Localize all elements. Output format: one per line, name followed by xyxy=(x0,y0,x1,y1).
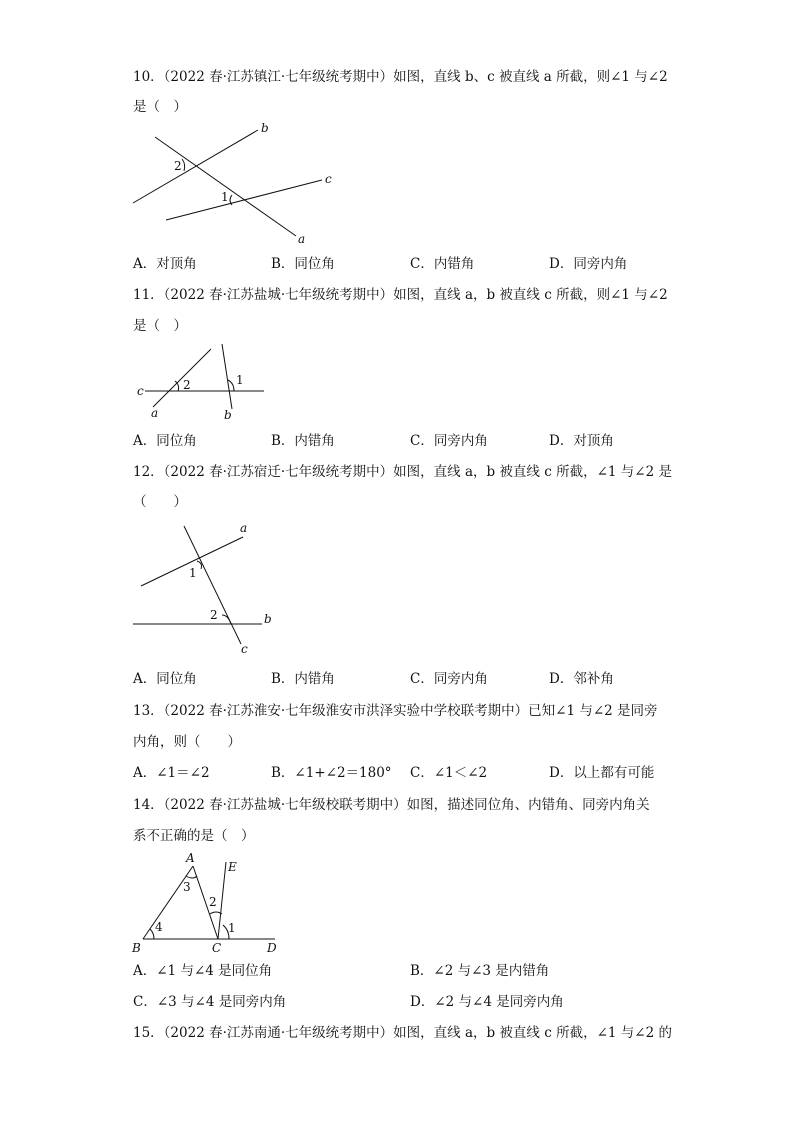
q14-option-d[interactable]: D．∠2 与∠4 是同旁内角 xyxy=(410,994,564,1010)
q12-option-d[interactable]: D．邻补角 xyxy=(549,671,614,687)
q10-label-2: 2 xyxy=(174,159,182,173)
q14-arc-4 xyxy=(150,929,154,939)
q14-label-2: 2 xyxy=(209,895,217,909)
q10-label-b: b xyxy=(261,121,269,135)
q11-option-b[interactable]: B．内错角 xyxy=(271,433,335,449)
q14-stem-line1: 14．（2022 春·江苏盐城·七年级校联考期中）如图，描述同位角、内错角、同旁内角关 xyxy=(133,797,650,813)
q12-label-a: a xyxy=(240,521,248,535)
q11-option-c[interactable]: C．同旁内角 xyxy=(410,433,488,449)
q13-stem-line1: 13．（2022 春·江苏淮安·七年级淮安市洪泽实验中学校联考期中）已知∠1 与∠2 是同旁 xyxy=(133,703,658,719)
q12-stem-line1: 12．（2022 春·江苏宿迁·七年级统考期中）如图，直线 a，b 被直线 c 所截，∠1 与∠2 是 xyxy=(133,464,672,480)
q14-label-A: A xyxy=(186,851,195,865)
q12-label-c: c xyxy=(241,642,248,656)
q12-option-a[interactable]: A．同位角 xyxy=(133,671,197,687)
q14-label-4: 4 xyxy=(155,920,163,934)
q14-segment-ab xyxy=(143,866,193,939)
q11-label-1: 1 xyxy=(236,373,244,387)
q10-stem-line1: 10．（2022 春·江苏镇江·七年级统考期中）如图，直线 b、c 被直线 a 所截，则∠1 与∠2 xyxy=(133,69,668,85)
q10-label-1: 1 xyxy=(221,190,229,204)
q14-label-D: D xyxy=(267,941,277,955)
q13-option-d[interactable]: D．以上都有可能 xyxy=(549,765,655,781)
q10-option-b[interactable]: B．同位角 xyxy=(271,256,335,272)
q11-stem-line2: 是（ ） xyxy=(133,318,187,334)
q14-label-1: 1 xyxy=(228,921,236,935)
q12-option-b[interactable]: B．内错角 xyxy=(271,671,335,687)
q11-label-b: b xyxy=(224,408,232,422)
q14-option-b[interactable]: B．∠2 与∠3 是内错角 xyxy=(410,963,550,979)
q10-option-d[interactable]: D．同旁内角 xyxy=(549,256,628,272)
q13-option-c[interactable]: C．∠1＜∠2 xyxy=(410,765,488,781)
q10-label-c: c xyxy=(325,172,332,186)
q12-label-2: 2 xyxy=(210,608,218,622)
q14-label-E: E xyxy=(228,860,237,874)
q14-label-3: 3 xyxy=(183,880,191,894)
q11-stem-line1: 11．（2022 春·江苏盐城·七年级统考期中）如图，直线 a，b 被直线 c 所截，则∠1 与∠2 xyxy=(133,287,668,303)
q11-option-a[interactable]: A．同位角 xyxy=(133,433,197,449)
q12-label-b: b xyxy=(264,612,272,626)
q10-option-c[interactable]: C．内错角 xyxy=(410,256,475,272)
q10-option-a[interactable]: A．对顶角 xyxy=(133,256,197,272)
q11-option-d[interactable]: D．对顶角 xyxy=(549,433,614,449)
q12-label-1: 1 xyxy=(189,566,197,580)
q11-label-c: c xyxy=(137,384,144,398)
q14-stem-line2: 系不正确的是（ ） xyxy=(133,828,255,844)
q11-label-a: a xyxy=(151,406,159,420)
q13-stem-line2: 内角，则（ ） xyxy=(133,734,241,750)
q14-label-C: C xyxy=(212,941,222,955)
q11-label-2: 2 xyxy=(183,378,191,392)
q14-option-a[interactable]: A．∠1 与∠4 是同位角 xyxy=(133,963,273,979)
q14-option-c[interactable]: C．∠3 与∠4 是同旁内角 xyxy=(133,994,287,1010)
q10-label-a: a xyxy=(298,232,306,246)
q13-option-a[interactable]: A．∠1＝∠2 xyxy=(133,765,210,781)
q14-label-B: B xyxy=(132,941,141,955)
q12-option-c[interactable]: C．同旁内角 xyxy=(410,671,488,687)
q14-arc-3 xyxy=(186,876,197,878)
q15-stem-line1: 15．（2022 春·江苏南通·七年级统考期中）如图，直线 a，b 被直线 c 所截，∠1 与∠2 的 xyxy=(133,1025,672,1041)
q12-stem-line2: （ ） xyxy=(133,494,187,510)
q10-stem-line2: 是（ ） xyxy=(133,99,187,115)
q13-option-b[interactable]: B．∠1+∠2＝180° xyxy=(271,765,392,781)
